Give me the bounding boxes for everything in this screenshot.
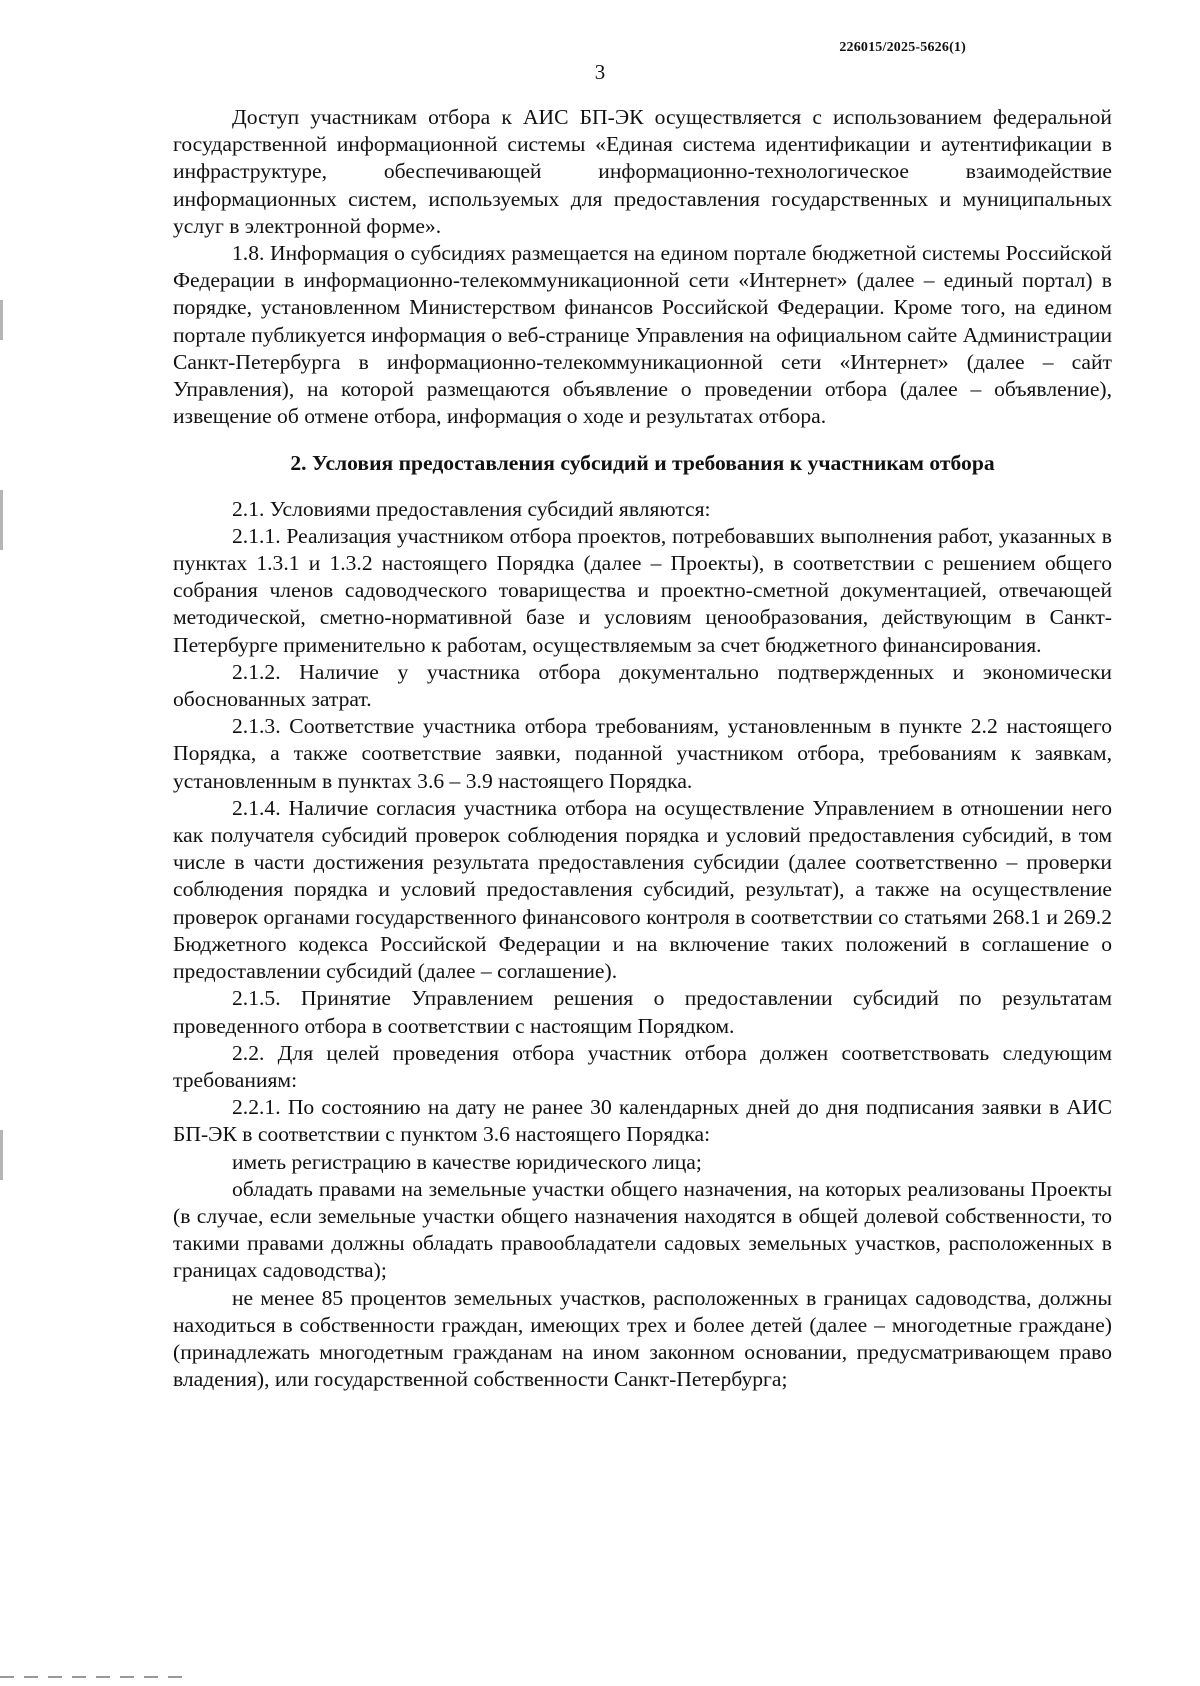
paragraph-2-1-5: 2.1.5. Принятие Управлением решения о предоставлении субсидий по результатам проведенного отбора в соответствии с настоящим Порядком. — [173, 986, 1112, 1038]
paragraph-2-2-1: 2.2.1. По состоянию на дату не ранее 30 календарных дней до дня подписания заявки в АИС БП-ЭК в соответствии с пунктом 3.6 настоящего Порядка: — [173, 1095, 1112, 1147]
scan-artifact — [0, 300, 3, 340]
document-registration-number: 226015/2025-5626(1) — [839, 40, 966, 55]
scan-artifact — [0, 490, 3, 550]
requirement-large-families: не менее 85 процентов земельных участков, расположенных в границах садоводства, должны находиться в собственности граждан, имеющих трех и более детей (далее – многодетные граждане) (принадлежать многодетным гражданам на ином законном основании, предусматривающем право владения), или государственной собственности Санкт-Петербурга; — [173, 1285, 1112, 1392]
paragraph-2-1-2: 2.1.2. Наличие у участника отбора документально подтвержденных и экономически обоснованных затрат. — [173, 659, 1112, 712]
paragraph-1-8: 1.8. Информация о субсидиях размещается на едином портале бюджетной системы Российской Федерации в информационно-телекоммуникационной сети «Интернет» (далее – единый портал) в порядке, установленном Министерством финансов Российской Федерации. Кроме того, на едином портале публикуется информация о веб-странице Управления на официальном сайте Администрации Санкт-Петербурга в информационно-телекоммуникационной сети «Интернет» (далее – сайт Управления), на которой размещаются объявление о проведении отбора (далее – объявление), извещение об отмене отбора, информация о ходе и результатах отбора. — [173, 241, 1112, 429]
paragraph-2-1-4: 2.1.4. Наличие согласия участника отбора на осуществление Управлением в отношении него как получателя субсидий проверок соблюдения порядка и условий предоставления субсидий, в том числе в части достижения результата предоставления субсидии (далее соответственно – проверки соблюдения порядка и условий предоставления субсидий, результат), а также на осуществление проверок органами государственного финансового контроля в соответствии со статьями 268.1 и 269.2 Бюджетного кодекса Российской Федерации и на включение таких положений в соглашение о предоставлении субсидий (далее – соглашение). — [173, 795, 1112, 984]
paragraph-2-1-3: 2.1.3. Соответствие участника отбора требованиям, установленным в пункте 2.2 настоящего Порядка, а также соответствие заявки, поданной участником отбора, требованиям к заявкам, установленным в пунктах 3.6 – 3.9 настоящего Порядка. — [173, 714, 1112, 793]
scan-artifact — [0, 1676, 190, 1678]
requirement-land-rights: обладать правами на земельные участки общего назначения, на которых реализованы Проекты (в случае, если земельные участки общего назначения находятся в общей долевой собственности, то такими правами должны обладать правообладатели садовых земельных участков, расположенных в границах садоводства); — [173, 1176, 1112, 1283]
scan-artifact — [0, 1130, 3, 1180]
document-body — [173, 104, 1112, 1393]
page-number: 3 — [594, 60, 606, 84]
paragraph-2-2: 2.2. Для целей проведения отбора участник отбора должен соответствовать следующим требованиям: — [173, 1040, 1112, 1092]
paragraph-access-esia: Доступ участникам отбора к АИС БП-ЭК осуществляется с использованием федеральной государственной информационной системы «Единая система идентификации и аутентификации в инфраструктуре, обеспечивающей информационно-технологическое взаимодействие информационных систем, используемых для предоставления государственных и муниципальных услуг в электронной форме». — [173, 105, 1112, 238]
section-2-heading: 2. Условия предоставления субсидий и требования к участникам отбора — [290, 451, 995, 476]
requirement-registration: иметь регистрацию в качестве юридического лица; — [232, 1149, 702, 1174]
paragraph-2-1: 2.1. Условиями предоставления субсидий являются: — [232, 496, 711, 521]
paragraph-2-1-1: 2.1.1. Реализация участником отбора проектов, потребовавших выполнения работ, указанных в пунктах 1.3.1 и 1.3.2 настоящего Порядка (далее – Проекты), в соответствии с решением общего собрания членов садоводческого товарищества и проектно-сметной документацией, отвечающей методической, сметно-нормативной базе и условиям ценообразования, действующим в Санкт-Петербурге применительно к работам, осуществляемым за счет бюджетного финансирования. — [173, 523, 1112, 657]
